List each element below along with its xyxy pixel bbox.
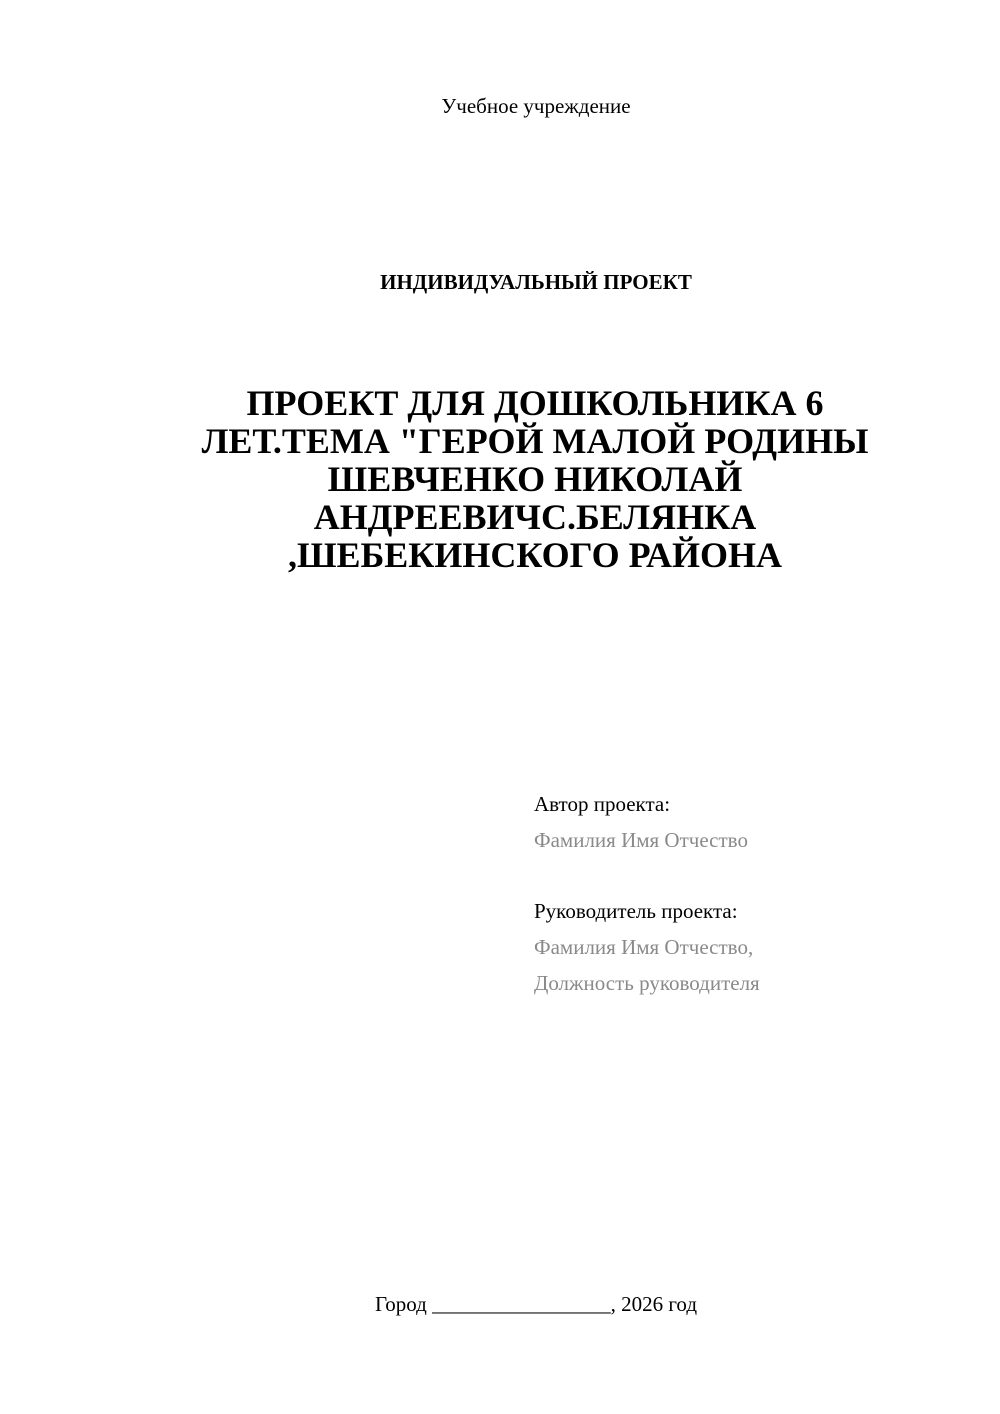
project-title-line: ЛЕТ.ТЕМА "ГЕРОЙ МАЛОЙ РОДИНЫ — [201, 421, 869, 461]
project-title-line: ПРОЕКТ ДЛЯ ДОШКОЛЬНИКА 6 — [246, 383, 824, 423]
institution-name: Учебное учреждение — [441, 94, 631, 118]
author-label: Автор проекта: — [534, 792, 671, 816]
supervisor-name-placeholder: Фамилия Имя Отчество, — [534, 935, 754, 959]
city-year-footer: Город _________________, 2026 год — [374, 1292, 698, 1316]
project-title — [140, 384, 930, 574]
supervisor-label: Руководитель проекта: — [534, 899, 738, 923]
project-title-line: АНДРЕЕВИЧС.БЕЛЯНКА — [313, 497, 757, 537]
supervisor-block — [534, 893, 964, 1001]
document-type-heading: ИНДИВИДУАЛЬНЫЙ ПРОЕКТ — [380, 270, 692, 294]
supervisor-position-placeholder: Должность руководителя — [534, 971, 760, 995]
author-block — [534, 786, 964, 858]
author-name-placeholder: Фамилия Имя Отчество — [534, 828, 748, 852]
project-title-line: ,ШЕБЕКИНСКОГО РАЙОНА — [287, 535, 783, 575]
project-title-line: ШЕВЧЕНКО НИКОЛАЙ — [327, 459, 743, 499]
